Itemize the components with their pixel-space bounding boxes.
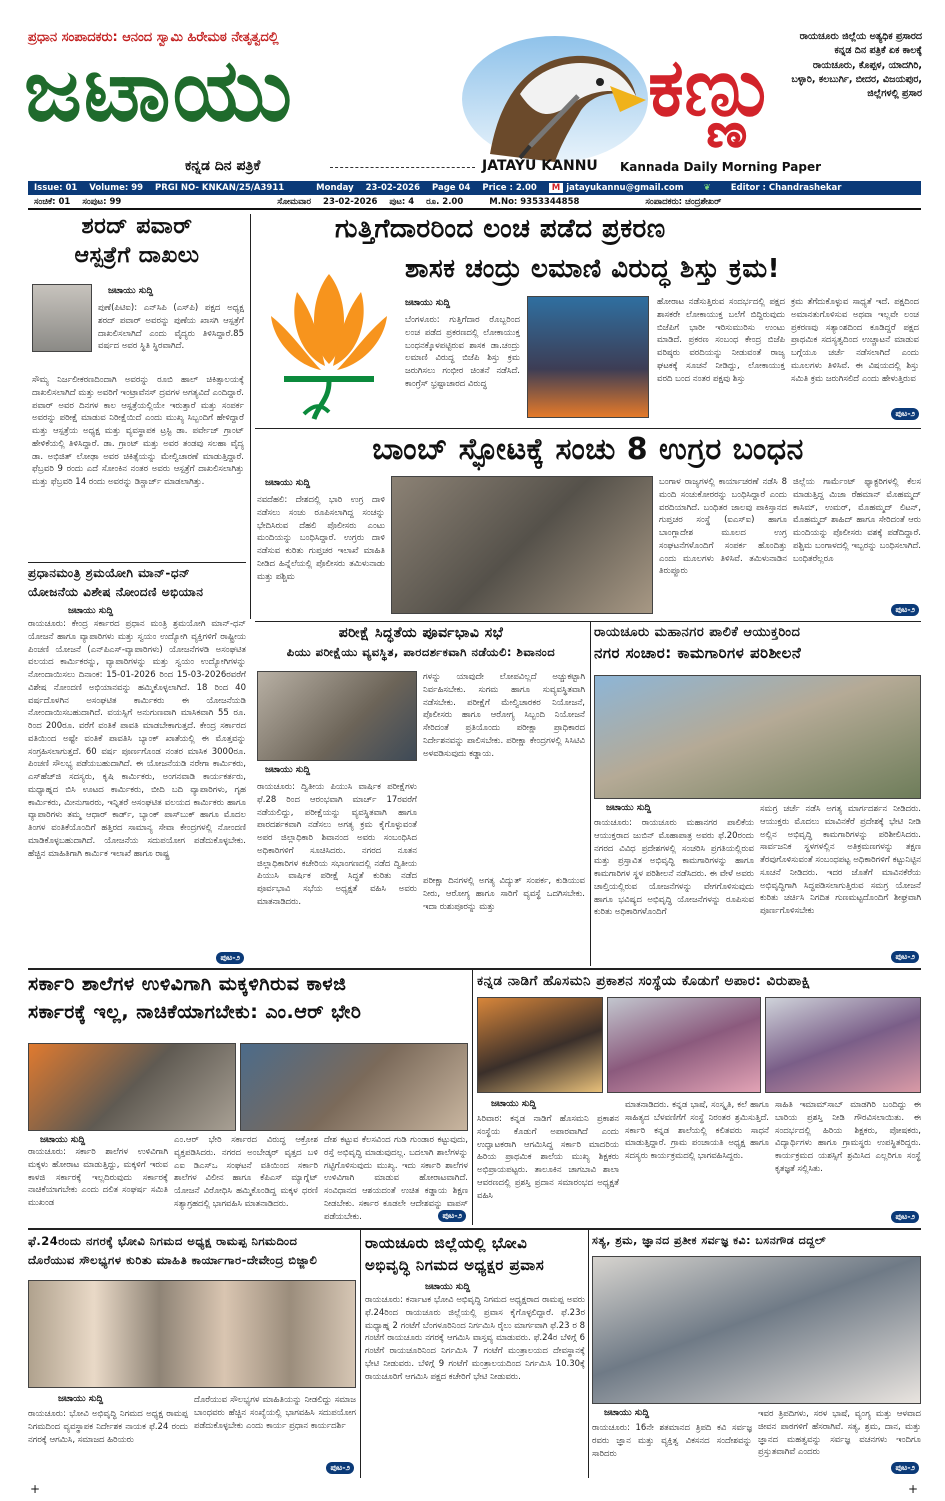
- story-puc: [255, 625, 587, 965]
- headline: ಫೆ.24ರಂದು ನಗರಕ್ಕೆ ಭೋವಿ ನಿಗಮದ ಅಧ್ಯಕ್ಷ ರಾಮಪ್ಪ ನಿಗಮದಿಂದ: [28, 1234, 298, 1248]
- story-bomb: [255, 432, 921, 618]
- story-body: ರಾಯಚೂರು: ಭೋವಿ ಅಭಿವೃದ್ಧಿ ನಿಗಮದ ಅಧ್ಯಕ್ಷ ರಾಮಪ್ಪ ನಿಗಮದಿಂದ ವ್ಯವಸ್ಥಾಪಕ ನಿರ್ದೇಶಕ ನಾಯಕ ಫೆ.24 ರಂದು ನಗರಕ್ಕೆ ಆಗಮಿಸಿ, ಸಮಾಜದ ಹಿರಿಯರು: [28, 1409, 188, 1445]
- story-body: ಸೌಮ್ಯ ನಿರ್ಜಲೀಕರಣದಿಂದಾಗಿ ಅವರನ್ನು ರೂಬಿ ಹಾಲ್ ಚಿಕಿತ್ಸಾಲಯಕ್ಕೆ ದಾಖಲಿಸಲಾಗಿದೆ ಮತ್ತು ಅವರಿಗೆ ಇಂಟ್ರಾವೆನಸ್ ದ್ರವಗಳ ಅಗತ್ಯವಿದೆ ಎಂದಿದ್ದಾರೆ. ಪವಾರ್ ಅವರ ದಿನಗಳ ಕಾಲ ಆಸ್ಪತ್ರೆಯಲ್ಲಿಯೇ ಇರುತ್ತಾರೆ ಮತ್ತು ಸಂಪರ್ಕ ಅವರನ್ನು ಪರೀಕ್ಷೆ ಮಾಡುವ ನಿರೀಕ್ಷೆಯಿದೆ ಎಂದು ಮುಖ್ಯ ಸಿಬ್ಬಂದಿಗೆ ಹೇಳಿದ್ದಾರೆ ಮತ್ತು ಆಸ್ಪತ್ರೆಯ ಅಧ್ಯಕ್ಷ ಮತ್ತು ವ್ಯವಸ್ಥಾಪಕ ಟ್ರಸ್ಟಿ ಡಾ. ಪರ್ವೇಜ್ ಗ್ರಾಂಟ್ ಹೇಳಿಕೆಯಲ್ಲಿ ತಿಳಿಸಿದ್ದಾರೆ. ಡಾ. ಗ್ರಾಂಟ್ ಮತ್ತು ಅವರ ತಂಡವು ಸಲಹಾ ವೈದ್ಯ ಡಾ. ಅಭಿಜಿತ್ ಲೋಢಾ ಅವರ ಚಿಕಿತ್ಸೆಯನ್ನು ಮೇಲ್ವಿಚಾರಣೆ ಮಾಡುತ್ತಿದ್ದಾರೆ. ಫೆಬ್ರವರಿ 9 ರಂದು ಎದೆ ಸೋಂಕಿನ ನಂತರ ಅವರು ಆಸ್ಪತ್ರೆಗೆ ದಾಖಲಿಸಲಾಗಿತ್ತು ಮತ್ತು ಫೆಬ್ರವರಿ 14 ರಂದು ಅವರನ್ನು ಡಿಸ್ಚಾರ್ಜ್ ಮಾಡಲಾಗಿತ್ತು.: [32, 375, 244, 487]
- story-bhovi-visit: [28, 1234, 356, 1478]
- story-schools-text: [28, 1134, 468, 1224]
- story-body: ರಾಯಚೂರು: ದ್ವಿತೀಯ ಪಿಯುಸಿ ವಾರ್ಷಿಕ ಪರೀಕ್ಷೆಗಳು ಫೆ.28 ರಿಂದ ಆರಂಭವಾಗಿ ಮಾರ್ಚ್ 17ರವರೆಗೆ ನಡೆಯಲಿದ್ದು, ಪರೀಕ್ಷೆಯನ್ನು ವ್ಯವಸ್ಥಿತವಾಗಿ ಹಾಗೂ ಪಾರದರ್ಶಕವಾಗಿ ನಡೆಸಲು ಅಗತ್ಯ ಕ್ರಮ ಕೈಗೊಳ್ಳುವಂತೆ ಅಪರ ಜಿಲ್ಲಾಧಿಕಾರಿ ಶಿವಾನಂದ ಅವರು ಸಂಬಂಧಿಸಿದ ಅಧಿಕಾರಿಗಳಿಗೆ ಸೂಚಿಸಿದರು. ನಗರದ ನೂತನ ಜಿಲ್ಲಾಧಿಕಾರಿಗಳ ಕಚೇರಿಯ ಸಭಾಂಗಣದಲ್ಲಿ ನಡೆದ ದ್ವಿತೀಯ ಪಿಯುಸಿ ವಾರ್ಷಿಕ ಪರೀಕ್ಷೆ ಸಿದ್ಧತೆ ಕುರಿತು ನಡೆದ ಪೂರ್ವಭಾವಿ ಸಭೆಯ ಅಧ್ಯಕ್ಷತೆ ವಹಿಸಿ ಅವರು ಮಾತನಾಡಿದರು.: [257, 782, 417, 907]
- section-divider: [255, 428, 921, 429]
- headline: ಸರ್ಕಾರಕ್ಕೆ ಇಲ್ಲ, ನಾಚಿಕೆಯಾಗಬೇಕು: ಎಂ.ಆರ್ ಭೇರಿ: [28, 1001, 362, 1023]
- crop-mark-icon: +: [30, 1482, 41, 1496]
- mobile-number: M.No: 9353344858: [489, 197, 580, 207]
- story-schools: [28, 973, 468, 1155]
- lotus-logo-icon: [259, 254, 399, 424]
- volume-number: Volume: 99: [89, 183, 144, 193]
- story-body: ರಾಯಚೂರು: ರಾಯಚೂರು ಮಹಾನಗರ ಪಾಲಿಕೆಯ ಆಯುಕ್ತರಾದ ಜುಬಿನ್ ಮೊಹಾಪಾತ್ರ ಅವರು ಫೆ.20ರಂದು ನಗರದ ವಿವಿಧ ಪ್ರದೇಶಗಳಲ್ಲಿ ಸಂಚರಿಸಿ ಪ್ರಗತಿಯಲ್ಲಿರುವ ಮತ್ತು ಪ್ರಸ್ತಾವಿತ ಅಭಿವೃದ್ಧಿ ಕಾಮಗಾರಿಗಳನ್ನು ಹಾಗೂ ಕಾಮಗಾರಿಗಳ ಸ್ಥಳ ಪರಿಶೀಲನೆ ನಡೆಸಿದರು. ಈ ವೇಳೆ ಅವರು ಚಾಲ್ತಿಯಲ್ಲಿರುವ ಯೋಜನೆಗಳನ್ನು ವೇಗಗೊಳಿಸುವುದು ಹಾಗೂ ಭವಿಷ್ಯದ ಅಭಿವೃದ್ಧಿ ಯೋಜನೆಗಳನ್ನು ರೂಪಿಸುವ ಕುರಿತು ಅಧಿಕಾರಿಗಳೊಂದಿಗೆ: [594, 818, 754, 918]
- headline: ಅಭಿವೃದ್ಧಿ ನಿಗಮದ ಅಧ್ಯಕ್ಷರ ಪ್ರವಾಸ: [365, 1256, 545, 1274]
- story-kannada: [477, 973, 921, 1225]
- byline: ಜಟಾಯು ಸುದ್ದಿ: [606, 803, 652, 813]
- byline: ಜಟಾಯು ಸುದ್ದಿ: [491, 1099, 537, 1109]
- column-divider: [588, 1230, 589, 1478]
- column-divider: [590, 621, 591, 966]
- issue-date: 23-02-2026: [365, 183, 420, 193]
- byline: ಜಟಾಯು ಸುದ್ದಿ: [265, 765, 311, 775]
- byline: ಜಟಾಯು ಸುದ್ದಿ: [604, 1408, 650, 1418]
- story-body: ಮಾತನಾಡಿದರು. ಕನ್ನಡ ಭಾಷೆ, ಸಂಸ್ಕೃತಿ, ಕಲೆ ಹಾಗೂ ಸಾಹಿತ್ಯದ ಬೆಳವಣಿಗೆಗೆ ಸಂಸ್ಥೆ ನಿರಂತರ ಶ್ರಮಿಸುತ್ತಿದೆ. ಸರ್ಕಾರಿ ಕನ್ನಡ ಶಾಲೆಯಲ್ಲಿ ಕಲಿತವರು ಸಾಧನೆ ಮಾಡುತ್ತಿದ್ದಾರೆ. ಗ್ರಾಮ ಪಂಚಾಯತಿ ಅಧ್ಯಕ್ಷ ಹಾಗೂ ಸದಸ್ಯರು ಕಾರ್ಯಕ್ರಮದಲ್ಲಿ ಭಾಗವಹಿಸಿದ್ದರು.: [625, 1100, 769, 1161]
- continued-badge: ಪುಟ-೨: [438, 1210, 466, 1222]
- emblem-icon: ❦: [703, 183, 711, 193]
- story-body: ದೊರೆಯುವ ಸೌಲಭ್ಯಗಳ ಮಾಹಿತಿಯನ್ನು ನೀಡಲಿದ್ದು ಸಮಾಜ ಬಾಂಧವರು ಹೆಚ್ಚಿನ ಸಂಖ್ಯೆಯಲ್ಲಿ ಭಾಗವಹಿಸಿ ಸದುಪಯೋಗ ಪಡೆದುಕೊಳ್ಳಬೇಕು ಎಂದು ಕಾರ್ಯ ಪ್ರಧಾನ ಕಾರ್ಯದರ್ಶಿ: [194, 1395, 356, 1431]
- headline: ಸತ್ಯ, ಶ್ರಮ, ಜ್ಞಾನದ ಪ್ರತೀಕ ಸರ್ವಜ್ಞ ಕವಿ: ಬಸನಗೌಡ ದದ್ದಲ್: [592, 1234, 827, 1247]
- page-number-kn: ಪುಟ: 4: [389, 197, 415, 207]
- continued-badge: ಪುಟ-೨: [216, 952, 244, 964]
- story-body: ಬೆಂಗಳೂರು: ಗುತ್ತಿಗೆದಾರ ರೊಬ್ಬರಿಂದ ಲಂಚ ಪಡೆದ ಪ್ರಕರಣದಲ್ಲಿ ಲೋಕಾಯುಕ್ತ ಬಂಧನಕ್ಕೊಳಪಟ್ಟಿರುವ ಶಾಸಕ ಡಾ.ಚಂದ್ರು ಲಮಾಣಿ ವಿರುದ್ಧ ಬಿಜೆಪಿ ಶಿಸ್ತು ಕ್ರಮ ಜರುಗಿಸಲು ಗಂಭೀರ ಚಿಂತನೆ ನಡೆಸಿದೆ. ಕಾಂಗ್ರೆಸ್ ಭ್ರಷ್ಟಾಚಾರದ ವಿರುದ್ಧ: [405, 315, 520, 389]
- section-divider: [28, 562, 246, 563]
- story-body: ಪರೀಕ್ಷಾ ದಿನಗಳಲ್ಲಿ ಅಗತ್ಯ ವಿದ್ಯುತ್ ಸಂಪರ್ಕ, ಕುಡಿಯುವ ನೀರು, ಆರೋಗ್ಯ ಹಾಗೂ ಸಾರಿಗೆ ವ್ಯವಸ್ಥೆ ಒದಗಿಸಬೇಕು. ಇದಾ ರುಶುಪೂರನ್ನು ಮತ್ತು: [423, 876, 585, 912]
- story-lead: ಪುಣೆ(ಪಿಟಿಐ): ಎನ್‌ಸಿಪಿ (ಎಸ್‌ಪಿ) ಪಕ್ಷದ ಅಧ್ಯಕ್ಷ ಶರದ್ ಪವಾರ್ ಅವರನ್ನು ಪುಣೆಯ ಖಾಸಗಿ ಆಸ್ಪತ್ರೆಗೆ ದಾಖಲಿಸಲಾಗಿದೆ ಎಂದು ವೈದ್ಯರು ತಿಳಿಸಿದ್ದಾರೆ.85 ವರ್ಷದ ಅವರ ಸ್ಥಿತಿ ಸ್ಥಿರವಾಗಿದೆ.: [98, 303, 244, 352]
- byline: ಜಟಾಯು ಸುದ್ದಿ: [425, 1282, 471, 1292]
- continued-badge: ಪುಟ-೨: [891, 1462, 919, 1474]
- volume-number-kn: ಸಂಪುಟ: 99: [82, 197, 122, 207]
- section-divider: [255, 621, 921, 622]
- story-bhovi-tour: [365, 1234, 585, 1478]
- story-body: ರಾಯಚೂರು: 16ನೇ ಶತಮಾನದ ತ್ರಿಪದಿ ಕವಿ ಸರ್ವಜ್ಞ ರವರು ಜ್ಞಾನ ಮತ್ತು ವ್ಯಕ್ತಿತ್ವ ವಿಕಸನದ ಸಂದೇಶವನ್ನು ಸಾರಿದರು: [592, 1423, 752, 1459]
- story-body: ರಾಯಚೂರು: ಕೇಂದ್ರ ಸರ್ಕಾರದ ಪ್ರಧಾನ ಮಂತ್ರಿ ಶ್ರಮಯೋಗಿ ಮಾನ್-ಧನ್ ಯೋಜನೆ ಹಾಗೂ ವ್ಯಾಪಾರಿಗಳು ಮತ್ತು ಸ್ವಯಂ ಉದ್ಯೋಗಿ ವ್ಯಕ್ತಿಗಳಿಗೆ ರಾಷ್ಟ್ರೀಯ ಪಿಂಚಣಿ ಯೋಜನೆ (ಎನ್‌ಪಿಎಸ್-ವ್ಯಾಪಾರಿಗಳು) ಯೋಜನೆಗಳಡಿ ಅಸಂಘಟಿತ ವಲಯದ ಕಾರ್ಮಿಕರನ್ನು, ವ್ಯಾಪಾರಿಗಳನ್ನು ಮತ್ತು ಸ್ವಯಂ ಉದ್ಯೋಗಿಗಳನ್ನು ನೋಂದಾಯಿಸಲು ದಿನಾಂಕ: 15-01-2026 ರಿಂದ 15-03-2026ರವರೆಗೆ ವಿಶೇಷ ನೋಂದಣಿ ಅಭಿಯಾನವನ್ನು ಹಮ್ಮಿಕೊಳ್ಳಲಾಗಿದೆ. 18 ರಿಂದ 40 ವರ್ಷದೊಳಗಿನ ಅಸಂಘಟಿತ ಕಾರ್ಮಿಕರು ಈ ಯೋಜನೆಯಡಿ ನೋಂದಾಯಿಸಬಹುದಾಗಿದೆ. ವಯಸ್ಸಿಗೆ ಅನುಗುಣವಾಗಿ ಮಾಸಿಕವಾಗಿ 55 ರೂ. ರಿಂದ 200ರೂ. ವರೆಗೆ ವಂತಿಕೆ ಪಾವತಿ ಮಾಡಬೇಕಾಗುತ್ತದೆ. ಕೇಂದ್ರ ಸರ್ಕಾರದ ವತಿಯಿಂದ ಅಷ್ಟೇ ವಂತಿಕೆ ಪಾವತಿಸಿ ಬ್ಯಾಂಕ್ ಖಾತೆಯಲ್ಲಿ ಈ ಮೊತ್ತವನ್ನು ಸಂಗ್ರಹಿಸಲಾಗುತ್ತದೆ. 60 ವರ್ಷ ಪೂರ್ಣಗೊಂಡ ನಂತರ ಮಾಸಿಕ 3000ರೂ. ಪಿಂಚಣಿ ಸೌಲಭ್ಯ ಪಡೆಯಬಹುದಾಗಿದೆ. ಈ ಯೋಜನೆಯಡಿ ನರೇಗಾ ಕಾರ್ಮಿಕರು, ಎಸ್‌ಹೆಚ್‌ಜಿ ಸದಸ್ಯರು, ಕೃಷಿ ಕಾರ್ಮಿಕರು, ಅಂಗನವಾಡಿ ಕಾರ್ಯಕರ್ತರು, ಮಧ್ಯಾಹ್ನದ ಬಿಸಿ ಊಟದ ಕಾರ್ಮಿಕರು, ಬೀದಿ ಬದಿ ವ್ಯಾಪಾರಿಗಳು, ಗೃಹ ಕಾರ್ಮಿಕರು, ಮೀನುಗಾರರು, ಇನ್ನಿತರೆ ಅಸಂಘಟಿತ ವಲಯದ ಕಾರ್ಮಿಕರು ಹಾಗೂ ವ್ಯಾಪಾರಿಗಳು ತಮ್ಮ ಆಧಾರ್ ಕಾರ್ಡ್, ಬ್ಯಾಂಕ್ ಪಾಸ್‌ಬುಕ್ ಹಾಗೂ ಮೊದಲ ತಿಂಗಳ ವಂತಿಕೆಯೊಂದಿಗೆ ಹತ್ತಿರದ ಸಾಮಾನ್ಯ ಸೇವಾ ಕೇಂದ್ರಗಳಲ್ಲಿ ನೋಂದಣಿ ಮಾಡಿಕೊಳ್ಳಬಹುದಾಗಿದೆ. ಯೋಜನೆಯ ಸದುಪಯೋಗ ಪಡೆದುಕೊಳ್ಳಬೇಕು. ಹೆಚ್ಚಿನ ಮಾಹಿತಿಗಾಗಿ ಕಾರ್ಮಿಕ ಇಲಾಖೆ ಹಾಗೂ ರಾಷ್ಟ್ರ: [28, 619, 246, 859]
- headline: ರಾಯಚೂರು ಮಹಾನಗರ ಪಾಲಿಕೆ ಆಯುಕ್ತರಿಂದ: [594, 625, 801, 640]
- headline: ಕನ್ನಡ ನಾಡಿಗೆ ಹೊಸಮನಿ ಪ್ರಕಾಶನ ಸಂಸ್ಥೆಯ ಕೊಡುಗೆ ಅಪಾರ: ವಿರುಪಾಕ್ಷಿ: [477, 973, 811, 989]
- issue-number-kn: ಸಂಚಿಕೆ: 01: [34, 197, 71, 207]
- story-body: ನವದೆಹಲಿ: ದೇಶದಲ್ಲಿ ಭಾರಿ ಉಗ್ರ ದಾಳಿ ನಡೆಸಲು ಸಂಚು ರೂಪಿಸಲಾಗಿದ್ದ ಸಂಚನ್ನು ಭೇದಿಸಿರುವ ದೆಹಲಿ ಪೊಲೀಸರು ಎಂಟು ಮಂದಿಯನ್ನು ಬಂಧಿಸಿದ್ದಾರೆ. ಉಗ್ರರು ದಾಳಿ ನಡೆಸುವ ಕುರಿತು ಗುಪ್ತಚರ ಇಲಾಖೆ ಮಾಹಿತಿ ನೀಡಿದ ಹಿನ್ನೆಲೆಯಲ್ಲಿ ಪೊಲೀಸರು ತಮಿಳುನಾಡು ಮತ್ತು ಪಶ್ಚಿಮ: [257, 495, 385, 582]
- inspection-photo: [594, 675, 921, 799]
- byline: ಜಟಾಯು ಸುದ್ದಿ: [40, 1135, 86, 1145]
- headline: ಪರೀಕ್ಷೆ ಸಿದ್ಧತೆಯ ಪೂರ್ವಭಾವಿ ಸಭೆ: [338, 625, 504, 641]
- headline: ಆಸ್ಪತ್ರೆಗೆ ದಾಖಲು: [74, 243, 200, 268]
- headline: ದೊರೆಯುವ ಸೌಲಭ್ಯಗಳ ಕುರಿತು ಮಾಹಿತಿ ಕಾರ್ಯಾಗಾರ-ದೇವೇಂದ್ರ ಬಿಜ್ಜಾಲಿ: [28, 1253, 318, 1267]
- story-body: ಎಂ.ಆರ್ ಭೇರಿ ಸರ್ಕಾರದ ವಿರುದ್ಧ ಆಕ್ರೋಶ ವ್ಯಕ್ತಪಡಿಸಿದರು. ನಗರದ ಅಂಬೇಡ್ಕರ್ ವೃತ್ತದ ಬಳಿ ಎಐ ಡಿಎಸ್‌ಒ ಸಂಘಟನೆ ವತಿಯಿಂದ ಸರ್ಕಾರಿ ಶಾಲೆಗಳ ವಿಲೀನ ಹಾಗೂ ಕೆಪಿಎಸ್ ಮ್ಯಾಗ್ನೆಟ್ ಯೋಜನೆ ವಿರೋಧಿಸಿ ಹಮ್ಮಿಕೊಂಡಿದ್ದ ಮಕ್ಕಳ ಧರಣಿ ಸತ್ಯಾಗ್ರಹದಲ್ಲಿ ಭಾಗವಹಿಸಿ ಮಾತನಾಡಿದರು.: [174, 1135, 318, 1209]
- info-bar-english: [28, 181, 921, 195]
- headline: ಪಿಯು ಪರೀಕ್ಷೆಯು ವ್ಯವಸ್ಥಿತ, ಪಾರದರ್ಶಕವಾಗಿ ನಡೆಯಲಿ: ಶಿವಾನಂದ: [286, 645, 556, 659]
- pawar-photo: [32, 284, 92, 352]
- section-divider: [28, 1228, 921, 1230]
- protest-photo-2: [240, 1043, 468, 1131]
- story-body: ಕ್ರಮ ತೆಗೆದುಕೊಳ್ಳುವ ಸಾಧ್ಯತೆ ಇದೆ. ಪಕ್ಷದಿಂದ ಅಮಾನತುಗೊಳಿಸುವ ಅಥವಾ ಇಲ್ಲವೇ ಲಂಚ ಪ್ರಕರಣವು ಸತ್ಯಾಂಶದಿಂದ ಕೂಡಿದ್ದರೆ ಪಕ್ಷದ ಪ್ರಾಥಮಿಕ ಸದಸ್ಯತ್ವದಿಂದ ಉಚ್ಚಾಟನೆ ಮಾಡುವ ಬಗ್ಗೆಯೂ ಚರ್ಚೆ ನಡೆಸಲಾಗಿದೆ ಎಂದು ಮೂಲಗಳು ತಿಳಿಸಿವೆ. ಈ ವಿಷಯದಲ್ಲಿ ಶಿಸ್ತು ಸಮಿತಿ ಕ್ರಮ ಜರುಗಿಸಲಿದೆ ಎಂದು ಹೇಳುತ್ತಿರುವ: [791, 297, 919, 384]
- story-body: ಸಿರಿವಾರ: ಕನ್ನಡ ನಾಡಿಗೆ ಹೊಸಮನಿ ಪ್ರಕಾಶನ ಸಂಸ್ಥೆಯ ಕೊಡುಗೆ ಅಪಾರವಾಗಿದೆ ಎಂದು ಉದ್ಘಾಟಕರಾಗಿ ಆಗಮಿಸಿದ್ದ ಸರ್ಕಾರಿ ಮಾದರಿಯ ಹಿರಿಯ ಪ್ರಾಥಮಿಕ ಶಾಲೆಯ ಮುಖ್ಯ ಶಿಕ್ಷಕರು ಅಭಿಪ್ರಾಯಪಟ್ಟರು. ತಾಲೂಕಿನ ಚಾಗಬಾವಿ ಶಾಲಾ ಆವರಣದಲ್ಲಿ ಪ್ರಶಸ್ತಿ ಪ್ರದಾನ ಸಮಾರಂಭದ ಅಧ್ಯಕ್ಷತೆ ವಹಿಸಿ: [477, 1114, 619, 1201]
- headline: ಗುತ್ತಿಗೆದಾರರಿಂದ ಲಂಚ ಪಡೆದ ಪ್ರಕರಣ: [335, 214, 666, 244]
- story-body: ರಾಯಚೂರು: ಕರ್ನಾಟಕ ಭೋವಿ ಅಭಿವೃದ್ಧಿ ನಿಗಮದ ಅಧ್ಯಕ್ಷರಾದ ರಾಮಪ್ಪ ಅವರು ಫೆ.24ರಿಂದ ರಾಯಚೂರು ಜಿಲ್ಲೆಯಲ್ಲಿ ಪ್ರವಾಸ ಕೈಗೊಳ್ಳಲಿದ್ದಾರೆ. ಫೆ.23ರ ಮಧ್ಯಾಹ್ನ 2 ಗಂಟೆಗೆ ಬೆಂಗಳೂರಿನಿಂದ ನಿರ್ಗಮಿಸಿ ರೈಲು ಮಾರ್ಗವಾಗಿ ಫೆ.23 ರ 8 ಗಂಟೆಗೆ ರಾಯಚೂರು ನಗರಕ್ಕೆ ಆಗಮಿಸಿ ವಾಸ್ತವ್ಯ ಮಾಡುವರು. ಫೆ.24ರ ಬೆಳಿಗ್ಗೆ 6 ಗಂಟೆಗೆ ರಾಯಚೂರಿನಿಂದ ನಿರ್ಗಮಿಸಿ 7 ಗಂಟೆಗೆ ಮಂತ್ರಾಲಯದ ದೇವಸ್ಥಾನಕ್ಕೆ ಭೇಟಿ ನೀಡುವರು. ಬೆಳಿಗ್ಗೆ 9 ಗಂಟೆಗೆ ಮಂತ್ರಾಲಯದಿಂದ ನಿರ್ಗಮಿಸಿ 10.30ಕ್ಕೆ ರಾಯಚೂರಿಗೆ ಆಗಮಿಸಿ ಪಕ್ಷದ ಕಚೇರಿಗೆ ಭೇಟಿ ನೀಡುವರು.: [365, 1295, 585, 1382]
- story-bribe: [255, 214, 921, 424]
- headline: ಪ್ರಧಾನಮಂತ್ರಿ ಶ್ರಮಯೋಗಿ ಮಾನ್-ಧನ್: [28, 566, 191, 580]
- coverage-box: ರಾಯಚೂರು ಜಿಲ್ಲೆಯ ಅತ್ಯಧಿಕ ಪ್ರಸಾರದ ಕನ್ನಡ ದಿನ ಪತ್ರಿಕೆ ಏಕ ಕಾಲಕ್ಕೆ ರಾಯಚೂರು, ಕೊಪ್ಪಳ, ಯಾದಗಿರಿ, ಬಳ್ಳಾರಿ, ಕಲಬುರ್ಗಿ, ಬೀದರ, ವಿಜಯಪುರ, ಜಿಲ್ಲೆಗಳಲ್ಲಿ ಪ್ರಸಾರ: [791, 31, 922, 99]
- story-body: ರಾಯಚೂರು: ಸರ್ಕಾರಿ ಶಾಲೆಗಳ ಉಳಿವಿಗಾಗಿ ಮಕ್ಕಳು ಹೋರಾಟ ಮಾಡುತ್ತಿದ್ದು, ಮಕ್ಕಳಿಗೆ ಇರುವ ಕಾಳಜಿ ಸರ್ಕಾರಕ್ಕೆ ಇಲ್ಲದಿರುವುದು ಸರ್ಕಾರಕ್ಕೆ ನಾಚಿಕೆಯಾಗಬೇಕು ಎಂದು ದಲಿತ ಸಂಘರ್ಷ ಸಮಿತಿ ಮುಖಂಡ: [28, 1147, 168, 1208]
- byline: ಜಟಾಯು ಸುದ್ದಿ: [58, 1394, 104, 1404]
- story-body: ಇವರ ತ್ರಿಪದಿಗಳು, ಸರಳ ಭಾಷೆ, ವ್ಯಂಗ್ಯ ಮತ್ತು ಆಳವಾದ ಜೀವನ ಪಾಠಗಳಿಗೆ ಹೆಸರಾಗಿವೆ. ಸತ್ಯ, ಶ್ರಮ, ದಾನ, ಮತ್ತು ಜ್ಞಾನದ ಮಹತ್ವವನ್ನು ಸರ್ವಜ್ಞ ವಚನಗಳು ಇಂದಿಗೂ ಪ್ರಸ್ತುತವಾಗಿವೆ ಎಂದರು: [758, 1409, 921, 1458]
- editor-name: Editor : Chandrashekar: [730, 183, 842, 193]
- column-divider: [472, 970, 473, 1225]
- byline: ಜಟಾಯು ಸುದ್ದಿ: [68, 606, 114, 616]
- meeting-photo: [257, 671, 417, 761]
- column-divider: [250, 214, 251, 619]
- masthead-title-left: ಜಟಾಯು: [24, 41, 294, 141]
- portrait-photos: [28, 1280, 356, 1388]
- masthead-english-tag: Kannada Daily Morning Paper: [620, 160, 822, 174]
- byline: ಜಟಾಯು ಸುದ್ದಿ: [265, 478, 311, 488]
- editor-name-kn: ಸಂಪಾದಕರು: ಚಂದ್ರಶೇಖರ್: [645, 197, 722, 207]
- section-divider: [28, 968, 921, 970]
- issue-date-kn: 23-02-2026: [323, 197, 378, 207]
- protest-photo-1: [28, 1043, 236, 1131]
- story-sarvajna: [592, 1234, 921, 1478]
- byline: ಜಟಾಯು ಸುದ್ದಿ: [108, 286, 154, 296]
- continued-badge: ಪುಟ-೨: [891, 1211, 919, 1223]
- continued-badge: ಪುಟ-೨: [891, 408, 919, 420]
- headline: ನಗರ ಸಂಚಾರ: ಕಾಮಗಾರಿಗಳ ಪರಿಶೀಲನೆ: [594, 644, 802, 662]
- editor-line: ಪ್ರಧಾನ ಸಂಪಾದಕರು: ಆನಂದ ಸ್ವಾಮಿ ಹಿರೇಮಠ ನೇತೃತ್ವದಲ್ಲಿ: [28, 30, 279, 45]
- headline: ಯೋಜನೆಯ ವಿಶೇಷ ನೋಂದಣಿ ಅಭಿಯಾನ: [28, 585, 204, 599]
- award-photo-2: [765, 997, 921, 1093]
- weekday-kn: ಸೋಮವಾರ: [277, 197, 312, 207]
- column-divider: [360, 1230, 361, 1478]
- email-link[interactable]: jatayukannu@gmail.com: [566, 183, 684, 193]
- award-photo-1: [607, 997, 761, 1093]
- crop-mark-icon: +: [908, 1482, 919, 1496]
- story-corp: [594, 625, 921, 965]
- story-body: ಜಿಲ್ಲೆಯ ಗಾರ್ಮೆಂಟ್ ಫ್ಯಾಕ್ಟರಿಗಳಲ್ಲಿ ಕೆಲಸ ಮಾಡುತ್ತಿದ್ದ ಮಿಜಾ ರೆಹಮಾನ್ ಮೊಹಮ್ಮದ್ ಕಾಸಿಮ್, ಉಮರ್, ಮೊಹಮ್ಮದ್ ಲಿಟನ್, ಮೊಹಮ್ಮದ್ ಶಾಹಿದ್ ಹಾಗೂ ಸೇರಿದಂತೆ ಆರು ಮಂದಿಯನ್ನು ಪೊಲೀಸರು ವಶಕ್ಕೆ ಪಡೆದಿದ್ದಾರೆ. ಪಶ್ಚಿಮ ಬಂಗಾಳದಲ್ಲಿ ಇಬ್ಬರನ್ನು ಬಂಧಿಸಲಾಗಿದೆ. ಬಂಧಿತರೆಲ್ಲರೂ: [793, 477, 921, 564]
- lamani-photo: [527, 296, 649, 418]
- masthead-english-name: JATAYU KANNU: [482, 158, 598, 174]
- speaker-photo: [477, 997, 603, 1093]
- headline: ಶರದ್ ಪವಾರ್: [81, 214, 193, 239]
- gmail-icon: M: [549, 183, 563, 193]
- masthead-title-right: ಕಣ್ಣು: [648, 41, 778, 134]
- story-body: ಸಾಹಿತಿ ಇಮಾಮ್‌ಸಾಬ್ ಮಾಡಗಿರಿ ಬಂದಿದ್ದು ಈ ಬಾರಿಯ ಪ್ರಶಸ್ತಿ ನೀಡಿ ಗೌರವಿಸಲಾಯಿತು. ಈ ಸಂದರ್ಭದಲ್ಲಿ ಹಿರಿಯ ಶಿಕ್ಷಕರು, ಪೋಷಕರು, ವಿದ್ಯಾರ್ಥಿಗಳು ಹಾಗೂ ಗ್ರಾಮಸ್ಥರು ಉಪಸ್ಥಿತರಿದ್ದರು. ಕಾರ್ಯಕ್ರಮದ ಯಶಸ್ಸಿಗೆ ಶ್ರಮಿಸಿದ ಎಲ್ಲರಿಗೂ ಸಂಸ್ಥೆ ಕೃತಜ್ಞತೆ ಸಲ್ಲಿಸಿತು.: [775, 1100, 921, 1174]
- headline: ಬಾಂಬ್ ಸ್ಫೋಟಕ್ಕೆ ಸಂಚು 8 ಉಗ್ರರ ಬಂಧನ: [372, 432, 804, 467]
- eagle-logo-icon: [460, 34, 650, 164]
- price-kn: ರೂ. 2.00: [426, 197, 464, 207]
- story-body: ಗಳನ್ನು ಯಾವುದೇ ಲೋಪವಿಲ್ಲದೆ ಅಚ್ಚುಕಟ್ಟಾಗಿ ನಿರ್ವಹಿಸಬೇಕು. ಸುಗಮ ಹಾಗೂ ಸುವ್ಯವಸ್ಥಿತವಾಗಿ ನಡೆಸಬೇಕು. ಪರೀಕ್ಷೆಗೆ ಮೇಲ್ವಿಚಾರಕರ ನಿಯೋಜನೆ, ಪೊಲೀಸರು ಹಾಗೂ ಆರೋಗ್ಯ ಸಿಬ್ಬಂದಿ ನಿಯೋಜನೆ ಸೇರಿದಂತೆ ಪ್ರತಿಯೊಂದು ಪರೀಕ್ಷಾ ಪ್ರಾಧಿಕಾರದ ನಿರ್ದೇಶನವನ್ನು ಪಾಲಿಸಬೇಕು. ಪರೀಕ್ಷಾ ಕೇಂದ್ರಗಳಲ್ಲಿ ಸಿಸಿಟಿವಿ ಅಳವಡಿಸುವುದು ಕಡ್ಡಾಯ.: [423, 672, 585, 759]
- masthead: [0, 0, 945, 180]
- story-body: ಸಮಗ್ರ ಚರ್ಚೆ ನಡೆಸಿ ಅಗತ್ಯ ಮಾರ್ಗದರ್ಶನ ನೀಡಿದರು. ಆಯುಕ್ತರು ಮೊದಲು ಮಾವಿನಕೆರೆ ಪ್ರದೇಶಕ್ಕೆ ಭೇಟಿ ನೀಡಿ ಅಲ್ಲಿನ ಅಭಿವೃದ್ಧಿ ಕಾಮಗಾರಿಗಳನ್ನು ಪರಿಶೀಲಿಸಿದರು. ಸಾರ್ವಜನಿಕ ಸ್ಥಳಗಳಲ್ಲಿನ ಅತಿಕ್ರಮಣಗಳನ್ನು ತಕ್ಷಣ ತೆರವುಗೊಳಿಸುವಂತೆ ಸಂಬಂಧಪಟ್ಟ ಅಧಿಕಾರಿಗಳಿಗೆ ಕಟ್ಟುನಿಟ್ಟಿನ ಸೂಚನೆ ನೀಡಿದರು. ಇದರ ಜೊತೆಗೆ ಮಾವಿನಕೆರೆಯ ಅಭಿವೃದ್ಧಿಗಾಗಿ ಸಿದ್ಧಪಡಿಸಲಾಗುತ್ತಿರುವ ಸಮಗ್ರ ಯೋಜನೆ ಕುರಿತು ಚರ್ಚಿಸಿ ನಿಗದಿತ ಗುಣಮಟ್ಟದೊಂದಿಗೆ ಶೀಘ್ರವಾಗಿ ಪೂರ್ಣಗೊಳಿಸಬೇಕು: [760, 804, 921, 916]
- headline: ಶಾಸಕ ಚಂದ್ರು ಲಮಾಣಿ ವಿರುದ್ಧ ಶಿಸ್ತು ಕ್ರಮ!: [405, 254, 780, 284]
- weekday: Monday: [316, 183, 354, 193]
- masthead-dash: [330, 167, 475, 168]
- story-body: ದೇಶ ಕಟ್ಟುವ ಕೆಲಸವಿಂದ ಗುಡಿ ಗುಂಡಾರ ಕಟ್ಟುವುದು, ರಸ್ತೆ ಅಭಿವೃದ್ಧಿ ಮಾಡುವುದಲ್ಲ. ಬದಲಾಗಿ ಶಾಲೆಗಳನ್ನು ಗಟ್ಟಿಗೊಳಿಸುವುದು ಮುಖ್ಯ. ಇದು ಸರ್ಕಾರಿ ಶಾಲೆಗಳ ಉಳಿವಿಗಾಗಿ ಮಾಡುವ ಹೋರಾಟವಾಗಿದೆ. ಸಂವಿಧಾನದ ಆಶಯದಂತೆ ಉಚಿತ ಕಡ್ಡಾಯ ಶಿಕ್ಷಣ ನೀಡಬೇಕು. ಸರ್ಕಾರ ಕೂಡಲೇ ಆದೇಶವನ್ನು ವಾಪಸ್ ಪಡೆಯಬೇಕು.: [324, 1135, 468, 1222]
- continued-badge: ಪುಟ-೨: [326, 1462, 354, 1474]
- masthead-subtitle: ಕನ್ನಡ ದಿನ ಪತ್ರಿಕೆ: [185, 158, 261, 174]
- headline: ರಾಯಚೂರು ಜಿಲ್ಲೆಯಲ್ಲಿ ಭೋವಿ: [365, 1234, 528, 1252]
- story-pension: [28, 566, 246, 966]
- info-bar-kannada: [28, 196, 921, 210]
- story-pawar: [28, 214, 246, 559]
- sarvajna-event-photo: [592, 1256, 921, 1404]
- issue-number: Issue: 01: [34, 183, 78, 193]
- byline: ಜಟಾಯು ಸುದ್ದಿ: [405, 298, 451, 308]
- price: Price : 2.00: [482, 183, 537, 193]
- arrest-photo: [391, 476, 653, 614]
- continued-badge: ಪುಟ-೨: [891, 951, 919, 963]
- story-body: ಹೋರಾಟ ನಡೆಸುತ್ತಿರುವ ಸಂದರ್ಭದಲ್ಲಿ ಪಕ್ಷದ ಶಾಸಕರೇ ಲೋಕಾಯುಕ್ತ ಬಲೆಗೆ ಬಿದ್ದಿರುವುದು ಬಿಜೆಪಿಗೆ ಭಾರೀ ಇರಿಸುಮುರಿಸು ಉಂಟು ಮಾಡಿದೆ. ಪ್ರಕರಣ ಸಂಬಂಧ ಕೇಂದ್ರ ಬಿಜೆಪಿ ವರಿಷ್ಠರು ವರದಿಯನ್ನು ನೀಡುವಂತೆ ರಾಜ್ಯ ಘಟಕಕ್ಕೆ ಸೂಚನೆ ನೀಡಿದ್ದು, ಲೋಕಾಯುಕ್ತ ವರದಿ ಬಂದ ನಂತರ ಪಕ್ಷವು ಶಿಸ್ತು: [657, 297, 785, 384]
- continued-badge: ಪುಟ-೨: [891, 604, 919, 616]
- page-number: Page 04: [431, 183, 471, 193]
- story-body: ಬಂಗಾಳ ರಾಜ್ಯಗಳಲ್ಲಿ ಕಾರ್ಯಾಚರಣೆ ನಡೆಸಿ 8 ಮಂದಿ ಸಂಚುಕೋರರನ್ನು ಬಂಧಿಸಿದ್ದಾರೆ ಎಂದು ವರದಿಯಾಗಿದೆ. ಬಂಧಿತರ ಜಾಲವು ಪಾಕಿಸ್ತಾನದ ಗುಪ್ತಚರ ಸಂಸ್ಥೆ (ಐಎಸ್‌ಐ) ಹಾಗೂ ಬಾಂಗ್ಲಾದೇಶ ಮೂಲದ ಉಗ್ರ ಸಂಘಟನೆಗಳೊಂದಿಗೆ ಸಂಪರ್ಕ ಹೊಂದಿತ್ತು ಎಂದು ಮೂಲಗಳು ತಿಳಿಸಿವೆ. ತಮಿಳುನಾಡಿನ ತಿರುಪ್ಪೂರು: [659, 477, 787, 577]
- headline: ಸರ್ಕಾರಿ ಶಾಲೆಗಳ ಉಳಿವಿಗಾಗಿ ಮಕ್ಕಳಿಗಿರುವ ಕಾಳಜಿ: [28, 973, 347, 995]
- prgi-number: PRGI NO- KNKAN/25/A3911: [155, 183, 285, 193]
